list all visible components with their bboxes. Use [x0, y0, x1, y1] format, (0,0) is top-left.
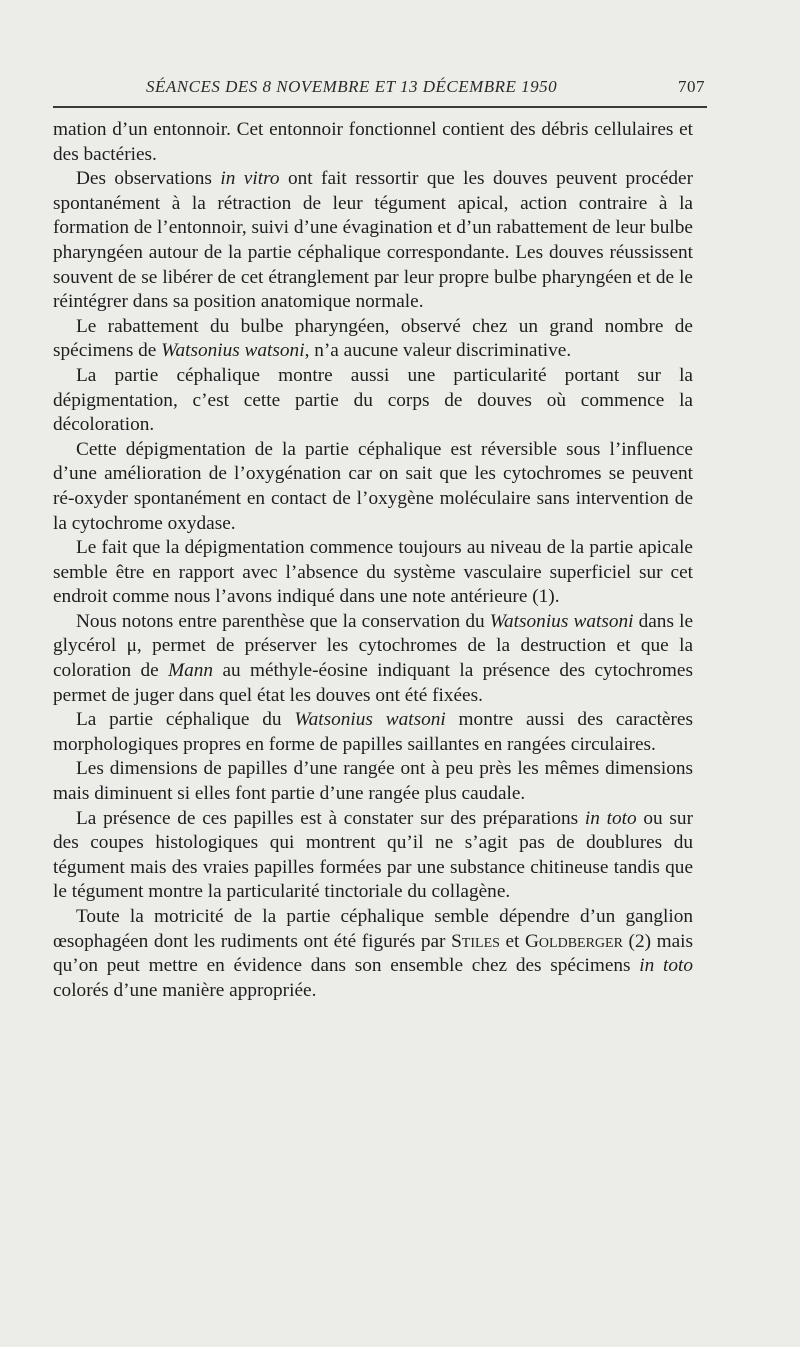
paragraph — [53, 807, 693, 905]
text-run: Des observations — [76, 168, 221, 190]
italic-text: in toto — [584, 807, 637, 829]
paragraph — [53, 118, 693, 167]
italic-text: Watsonius watsoni — [489, 610, 634, 632]
paragraph — [53, 364, 693, 438]
text-run: Les dimensions de papilles d’une rangée ont à peu près les mêmes dimensions mais diminuent si elles font partie d’une rangée plus caudale. — [53, 758, 693, 805]
text-run: ont fait ressortir que les douves peuvent procéder spontanément à la rétraction de leur tégument apical, action contraire à la formation de l’entonnoir, suivi d’une évagination et d’un rabattement de leur bulbe pharyngéen autour de la partie céphalique correspondante. Les douves réussissent souvent de se libérer de cet étranglement par leur propre bulbe pharyngéen et de le réintégrer dans sa position anatomique normale. — [53, 168, 693, 313]
text-run: colorés d’une manière appropriée. — [53, 979, 317, 1001]
text-run: La partie céphalique montre aussi une particularité portant sur la dépigmentation, c’est cette partie du corps de douves où commence la décoloration. — [53, 364, 693, 436]
text-run: La partie céphalique du — [76, 709, 295, 731]
author-name: Goldberger — [525, 930, 623, 952]
text-run: , n’a aucune valeur discriminative. — [304, 340, 572, 362]
italic-text: Watsonius watsoni — [294, 709, 446, 731]
paragraph — [53, 438, 693, 536]
text-run: Le fait que la dépigmentation commence toujours au niveau de la partie apicale semble être en rapport avec l’absence du système vasculaire superficiel sur cet endroit comme nous l’avons indiqué dans une note antérieure (1). — [53, 537, 693, 608]
paragraph — [53, 167, 693, 315]
paragraph — [53, 708, 693, 757]
italic-text: Mann — [168, 660, 214, 682]
paragraph — [53, 757, 693, 806]
author-name: Stiles — [451, 930, 500, 952]
text-run: au méthyle-éosine indiquant la présence des cytochromes permet de juger dans quel état les douves ont été fixées. — [53, 660, 693, 706]
page-number: 707 — [678, 77, 705, 96]
text-run: ou sur des coupes histologiques qui montrent qu’il ne s’agit pas de doublures du tégument mais des vraies papilles formées par une substance chitineuse tandis que le tégument montre la particularité tinctoriale du collagène. — [53, 807, 693, 903]
header-rule — [53, 106, 707, 108]
body-text — [53, 118, 693, 1003]
italic-text: Watsonius watsoni — [161, 340, 305, 362]
text-run: et — [499, 930, 525, 952]
text-run: La présence de ces papilles est à constater sur des préparations — [76, 807, 585, 829]
text-run: Cette dépigmentation de la partie céphalique est réversible sous l’influence d’une amélioration de l’oxygénation car on sait que les cytochromes se peuvent ré-oxyder spontanément en contact de l’oxygène moléculaire sans intervention de la cytochrome oxydase. — [53, 438, 693, 534]
text-run: Toute la motricité de la partie céphalique semble dépendre d’un ganglion œsophagéen dont les rudiments ont été figurés par — [53, 906, 693, 952]
text-run: mation d’un entonnoir. Cet entonnoir fonctionnel contient des débris cellulaires et des bactéries. — [53, 119, 693, 165]
text-run: Nous notons entre parenthèse que la conservation du — [76, 610, 490, 632]
text-run: (2) mais qu’on peut mettre en évidence dans son ensemble chez des spécimens — [53, 930, 694, 977]
text-run: dans le glycérol μ, permet de préserver les cytochromes de la destruction et que la coloration de — [53, 610, 693, 682]
paragraph — [53, 536, 693, 610]
text-run: Le rabattement du bulbe pharyngéen, observé chez un grand nombre de spécimens de — [53, 315, 693, 362]
page-header — [146, 77, 705, 101]
italic-text: in vitro — [220, 168, 280, 190]
text-run: montre aussi des caractères morphologiques propres en forme de papilles saillantes en rangées circulaires. — [53, 709, 693, 755]
paragraph — [53, 315, 693, 364]
paragraph — [53, 905, 693, 1003]
italic-text: in toto — [639, 955, 693, 977]
running-title: SÉANCES DES 8 NOVEMBRE ET 13 DÉCEMBRE 1950 — [146, 77, 558, 96]
paragraph — [53, 610, 693, 708]
